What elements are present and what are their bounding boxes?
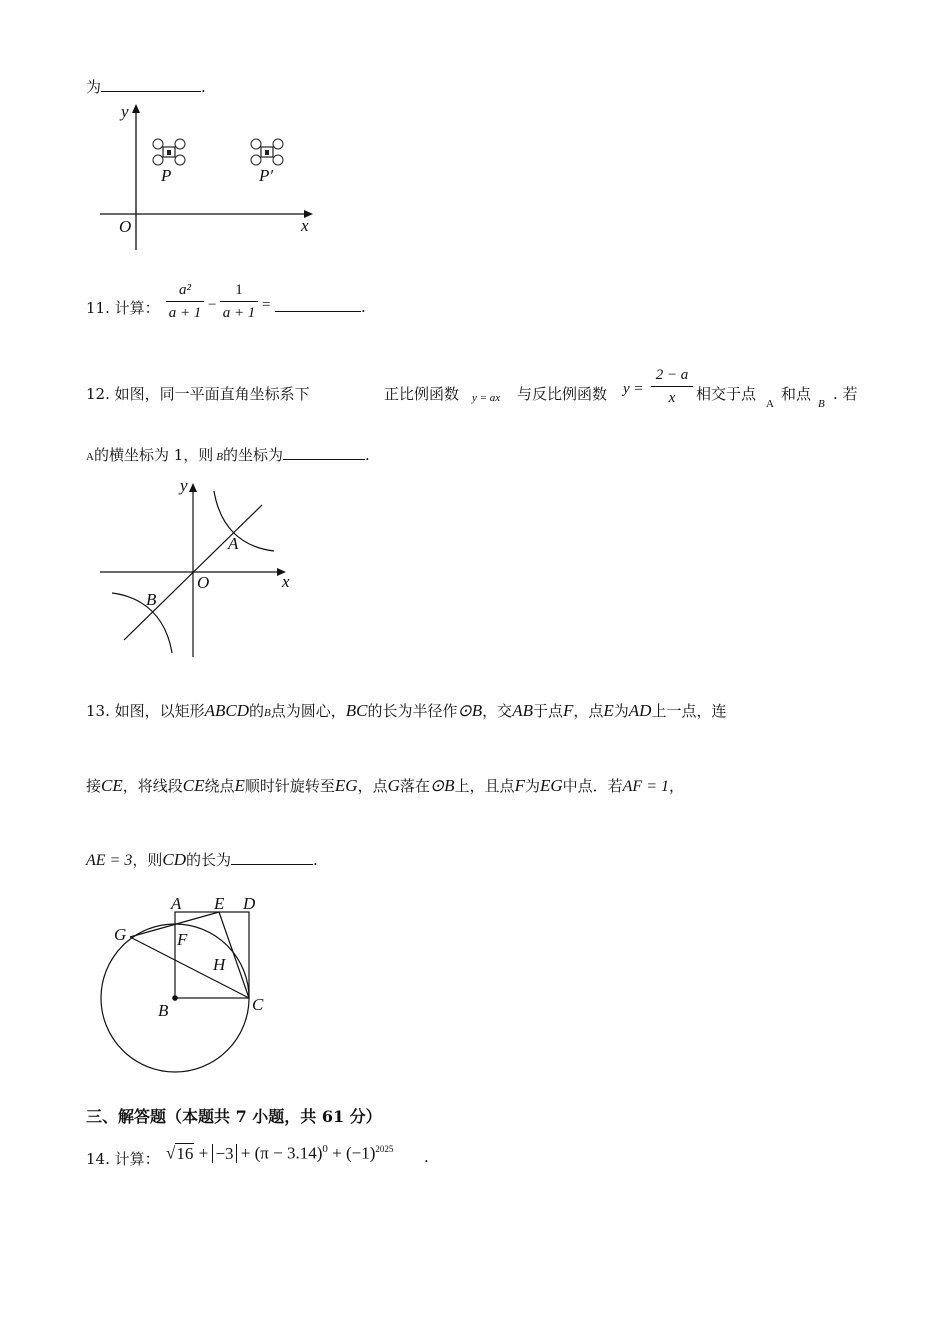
- q12-end: .: [365, 446, 370, 464]
- q13-text-7: 为: [613, 702, 629, 720]
- q10-y-arrow: [132, 104, 140, 113]
- q13-label-a: A: [171, 894, 182, 913]
- q13-end: .: [313, 851, 318, 869]
- q13-label-f: F: [177, 930, 188, 949]
- q13-text-3: 的长为半径作: [367, 702, 458, 720]
- q12-text-1: 正比例函数: [384, 385, 460, 403]
- q12-line2-text-1: 的横坐标为 1，则: [93, 446, 214, 464]
- q11-fraction-1: [166, 281, 204, 322]
- drone-p-icon: [153, 139, 185, 165]
- q13-label-h: H: [213, 955, 226, 974]
- q14-sqrt-symbol: √: [166, 1143, 176, 1163]
- q12-hyperbola-branch-1: [214, 491, 274, 551]
- q13-l2-text-7: 上，且点: [454, 777, 515, 795]
- q13-l2-text-1: 接: [86, 777, 102, 795]
- q10-prefix: 为: [86, 78, 102, 96]
- q13-text-5: 于点: [532, 702, 563, 720]
- q14-paren-neg1: (−1): [345, 1143, 376, 1163]
- q13-af: AF = 1: [622, 778, 669, 795]
- q10-origin-label: O: [119, 217, 132, 236]
- q14-label: 14. 计算：: [86, 1150, 160, 1168]
- q13-l2-text-5: ，点: [357, 777, 388, 795]
- q10-point-p-prime: P′: [259, 166, 274, 185]
- q13-text-2: 点为圆心，: [270, 702, 346, 720]
- q12-point-b: B: [818, 398, 825, 410]
- q13-circle-b: ⊙B: [457, 701, 483, 720]
- q11-answer-blank: [275, 297, 361, 312]
- q13-l3-text-1: ，则: [132, 851, 163, 869]
- q12-func1: y = ax: [472, 392, 501, 404]
- q12-line-2: [86, 444, 370, 465]
- q12-y-label: y: [180, 476, 188, 495]
- q12-answer-blank: [283, 445, 365, 460]
- q11-end: .: [361, 298, 366, 316]
- q14-exp-0: 0: [322, 1143, 328, 1155]
- q13-l2-text-10: ，: [669, 777, 685, 795]
- q11-answer: [275, 297, 366, 316]
- q11-label: 11. 计算：: [86, 299, 160, 317]
- q13-ab: AB: [512, 701, 533, 720]
- q14-plus-3: +: [332, 1143, 342, 1163]
- q13-answer-blank: [231, 850, 313, 865]
- q13-l2-text-9: 中点．若: [562, 777, 623, 795]
- q12-y-arrow: [189, 483, 197, 492]
- q12-func2-lhs: y =: [623, 381, 644, 397]
- q13-ad: AD: [628, 701, 652, 720]
- q13-e: E: [603, 701, 614, 720]
- q13-l2-text-2: ，将线段: [122, 777, 183, 795]
- q13-text-4: ，交: [482, 702, 513, 720]
- q13-l3-text-2: 的长为: [185, 851, 231, 869]
- q13-line-1: [86, 700, 726, 721]
- q12-x-label: x: [282, 572, 290, 591]
- q12-func2-fraction: [651, 366, 693, 407]
- q14-plus-2: +: [240, 1143, 251, 1163]
- q13-text-1: 的: [249, 702, 265, 720]
- q13-l2-text-8: 为: [524, 777, 540, 795]
- q13-cd: CD: [162, 850, 186, 869]
- q13-eg-2: EG: [539, 776, 563, 795]
- q13-label-e: E: [214, 894, 225, 913]
- q13-line-2: [86, 775, 684, 796]
- q10-x-label: x: [301, 216, 309, 235]
- q13-f: F: [562, 701, 574, 720]
- q12-point-b-label: B: [146, 590, 157, 609]
- q13-ae: AE = 3: [86, 852, 133, 869]
- section-3-heading: 三、解答题（本题共 7 小题，共 61 分）: [86, 1107, 382, 1126]
- q12-text-3: 相交于点: [696, 385, 757, 403]
- q11-f2-numerator: 1: [235, 282, 243, 298]
- q12-text-2: 与反比例函数: [517, 385, 608, 403]
- q13-ce: CE: [101, 776, 123, 795]
- q12-figure: [96, 477, 336, 657]
- q12-point-a-label: A: [228, 534, 239, 553]
- q14-exp-2025: 2025: [375, 1144, 394, 1154]
- q13-line-3: [86, 849, 318, 870]
- q13-g: G: [387, 776, 400, 795]
- q11-f1-numerator: a²: [179, 282, 191, 298]
- q14-sqrt-arg: 16: [176, 1143, 194, 1163]
- q14-end: .: [424, 1148, 429, 1166]
- q10-line: [86, 76, 206, 97]
- q10-end: .: [201, 78, 206, 96]
- q13-l2-text-4: 顺时针旋转至: [244, 777, 335, 795]
- q12-text-5: . 若: [833, 385, 858, 403]
- q13-label: 13. 如图，以矩形: [86, 702, 205, 720]
- q11-f1-denominator: a + 1: [168, 305, 202, 321]
- q14-paren-pi: (π − 3.14): [254, 1143, 323, 1163]
- q13-l2-text-3: 绕点: [204, 777, 235, 795]
- q13-f-2: F: [514, 776, 525, 795]
- q13-ce-2: CE: [182, 776, 205, 795]
- q10-figure: [95, 100, 335, 260]
- q10-y-label: y: [121, 102, 129, 121]
- q13-eg: EG: [334, 776, 358, 795]
- q14-expression: [166, 1143, 393, 1164]
- q13-text-6: ，点: [573, 702, 604, 720]
- q11-fraction-2: [220, 281, 258, 322]
- q13-b: B: [264, 707, 271, 719]
- q13-circle-b-2: ⊙B: [429, 776, 455, 795]
- q13-bc: BC: [345, 701, 368, 720]
- q11-minus: −: [208, 297, 217, 313]
- q13-label-d: D: [243, 894, 256, 913]
- q12-point-a: A: [766, 398, 774, 410]
- q12-label: 12. 如图，同一平面直角坐标系下: [86, 385, 310, 403]
- q12-line2-text-2: 的坐标为: [223, 446, 284, 464]
- q12-text-4: 和点: [781, 385, 812, 403]
- q10-answer-blank: [101, 77, 201, 92]
- q13-label-c: C: [252, 995, 264, 1014]
- q13-label-g: G: [114, 925, 127, 944]
- q11-f2-denominator: a + 1: [222, 305, 256, 321]
- q14-abs-value: −3: [212, 1144, 236, 1163]
- q12-func2-denominator: x: [668, 390, 676, 406]
- q12-origin-label: O: [197, 573, 210, 592]
- q13-text-8: 上一点，连: [651, 702, 727, 720]
- q14-plus-1: +: [198, 1143, 209, 1163]
- drone-p-prime-icon: [251, 139, 283, 165]
- q13-figure: [96, 890, 296, 1080]
- q13-e-2: E: [234, 776, 245, 795]
- q12-func2-numerator: 2 − a: [655, 367, 689, 383]
- q11-equals: =: [262, 297, 271, 313]
- q13-label-b: B: [158, 1001, 169, 1020]
- q13-l2-text-6: 落在: [399, 777, 430, 795]
- q13-center-b: [172, 995, 178, 1001]
- q12-line2-a: A: [86, 451, 94, 463]
- q12-line2-b: B: [216, 451, 223, 463]
- q13-abcd: ABCD: [204, 701, 250, 720]
- q10-point-p: P: [161, 166, 172, 185]
